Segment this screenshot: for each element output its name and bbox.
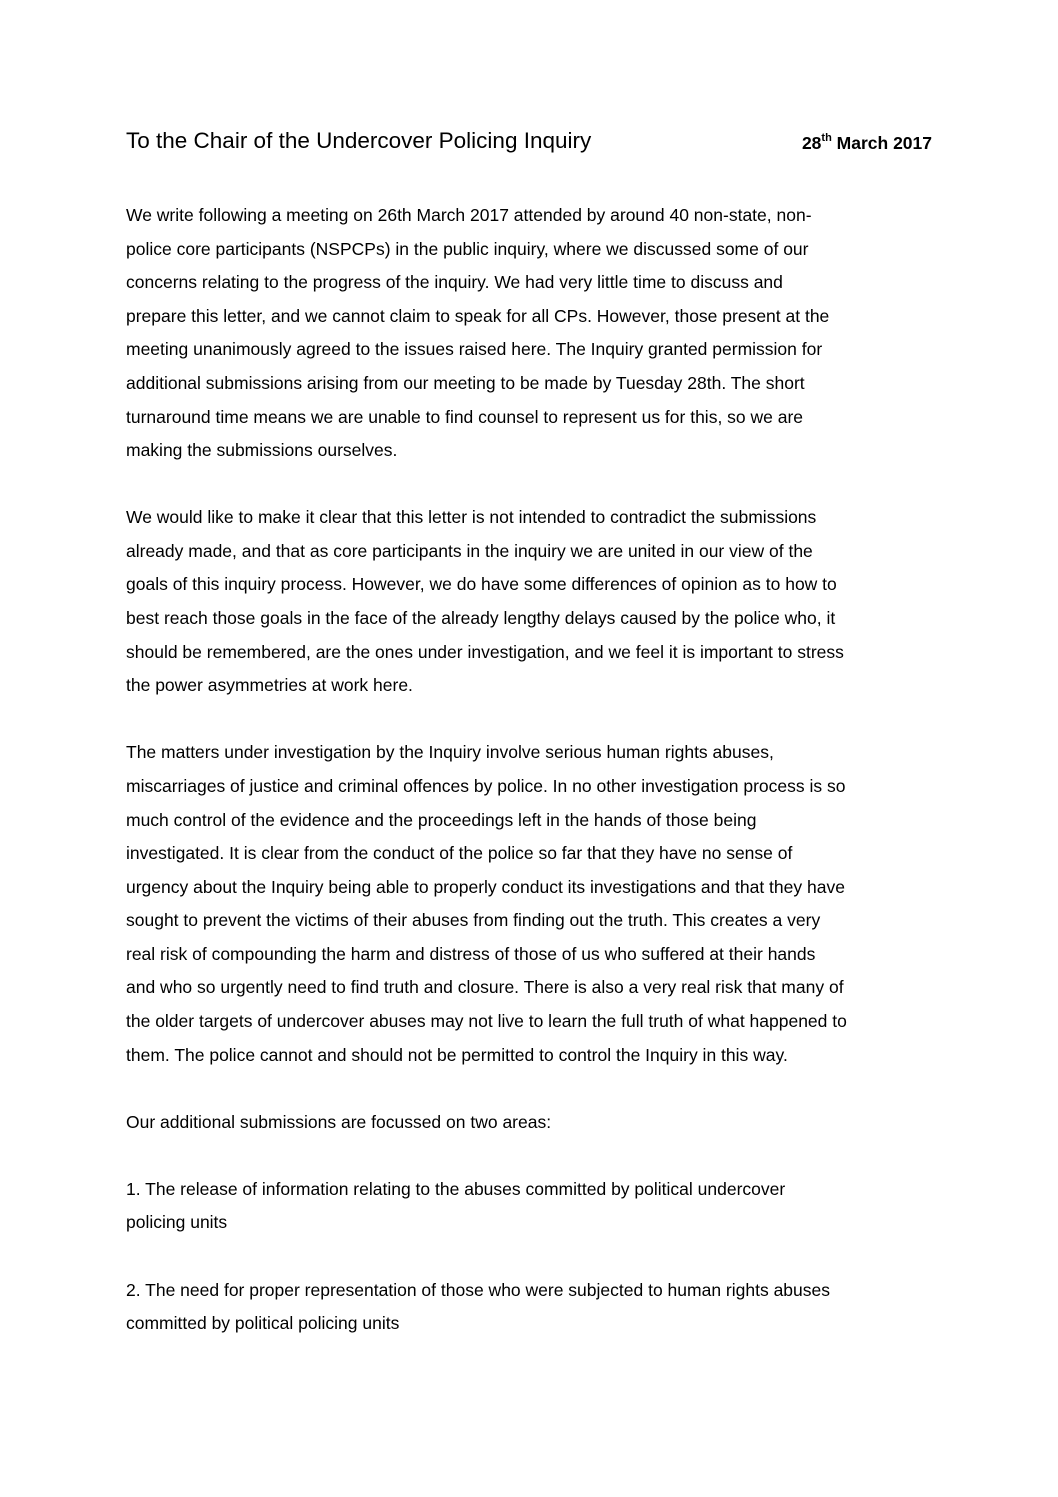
paragraph-line: real risk of compounding the harm and distress of those of us who suffered at their hands xyxy=(126,943,816,964)
paragraph-line: committed by political policing units xyxy=(126,1313,400,1334)
date-month-year: March 2017 xyxy=(831,133,932,153)
paragraph-line: already made, and that as core participants in the inquiry we are united in our view of the xyxy=(126,540,813,561)
letter-paragraph xyxy=(126,1173,942,1240)
letter-date xyxy=(802,128,932,158)
paragraph-line: best reach those goals in the face of the already lengthy delays caused by the police who, it xyxy=(126,608,836,629)
letter-paragraph xyxy=(126,1274,942,1341)
paragraph-line: Our additional submissions are focussed on two areas: xyxy=(126,1111,552,1132)
letter-paragraph xyxy=(126,199,942,468)
paragraph-line: additional submissions arising from our meeting to be made by Tuesday 28th. The short xyxy=(126,372,805,393)
paragraph-line: miscarriages of justice and criminal offences by police. In no other investigation process is so xyxy=(126,775,846,796)
paragraph-line: goals of this inquiry process. However, we do have some differences of opinion as to how to xyxy=(126,574,837,595)
paragraph-line: the power asymmetries at work here. xyxy=(126,675,413,696)
paragraph-line: urgency about the Inquiry being able to properly conduct its investigations and that they have xyxy=(126,876,845,897)
paragraph-line: The matters under investigation by the Inquiry involve serious human rights abuses, xyxy=(126,742,774,763)
letter-paragraph xyxy=(126,501,942,703)
paragraph-line: and who so urgently need to find truth and closure. There is also a very real risk that many of xyxy=(126,977,844,998)
paragraph-line: turnaround time means we are unable to find counsel to represent us for this, so we are xyxy=(126,406,804,427)
letter-title: To the Chair of the Undercover Policing Inquiry xyxy=(126,128,592,153)
paragraph-line: making the submissions ourselves. xyxy=(126,440,398,461)
letter-body xyxy=(126,199,942,1374)
paragraph-line: 2. The need for proper representation of those who were subjected to human rights abuses xyxy=(126,1279,830,1300)
paragraph-line: the older targets of undercover abuses may not live to learn the full truth of what happened to xyxy=(126,1011,847,1032)
date-suffix: th xyxy=(821,132,832,145)
paragraph-line: police core participants (NSPCPs) in the public inquiry, where we discussed some of our xyxy=(126,238,809,259)
paragraph-line: We write following a meeting on 26th March 2017 attended by around 40 non-state, non- xyxy=(126,205,812,225)
paragraph-line: much control of the evidence and the proceedings left in the hands of those being xyxy=(126,809,757,830)
paragraph-line: should be remembered, are the ones under investigation, and we feel it is important to stress xyxy=(126,641,844,662)
paragraph-line: sought to prevent the victims of their abuses from finding out the truth. This creates a very xyxy=(126,910,821,931)
letter-paragraph xyxy=(126,736,942,1072)
date-day: 28 xyxy=(801,133,822,153)
paragraph-line: 1. The release of information relating to the abuses committed by political undercover xyxy=(126,1178,786,1199)
paragraph-line: prepare this letter, and we cannot claim to speak for all CPs. However, those present at the xyxy=(126,305,830,326)
letter-header xyxy=(126,126,932,162)
paragraph-line: them. The police cannot and should not be permitted to control the Inquiry in this way. xyxy=(126,1044,788,1065)
paragraph-line: investigated. It is clear from the conduct of the police so far that they have no sense of xyxy=(126,843,793,864)
paragraph-line: concerns relating to the progress of the inquiry. We had very little time to discuss and xyxy=(126,272,783,293)
letter-paragraph xyxy=(126,1106,942,1140)
paragraph-line: We would like to make it clear that this letter is not intended to contradict the submissions xyxy=(126,507,817,528)
paragraph-line: policing units xyxy=(126,1212,228,1233)
paragraph-line: meeting unanimously agreed to the issues raised here. The Inquiry granted permission for xyxy=(126,339,823,360)
